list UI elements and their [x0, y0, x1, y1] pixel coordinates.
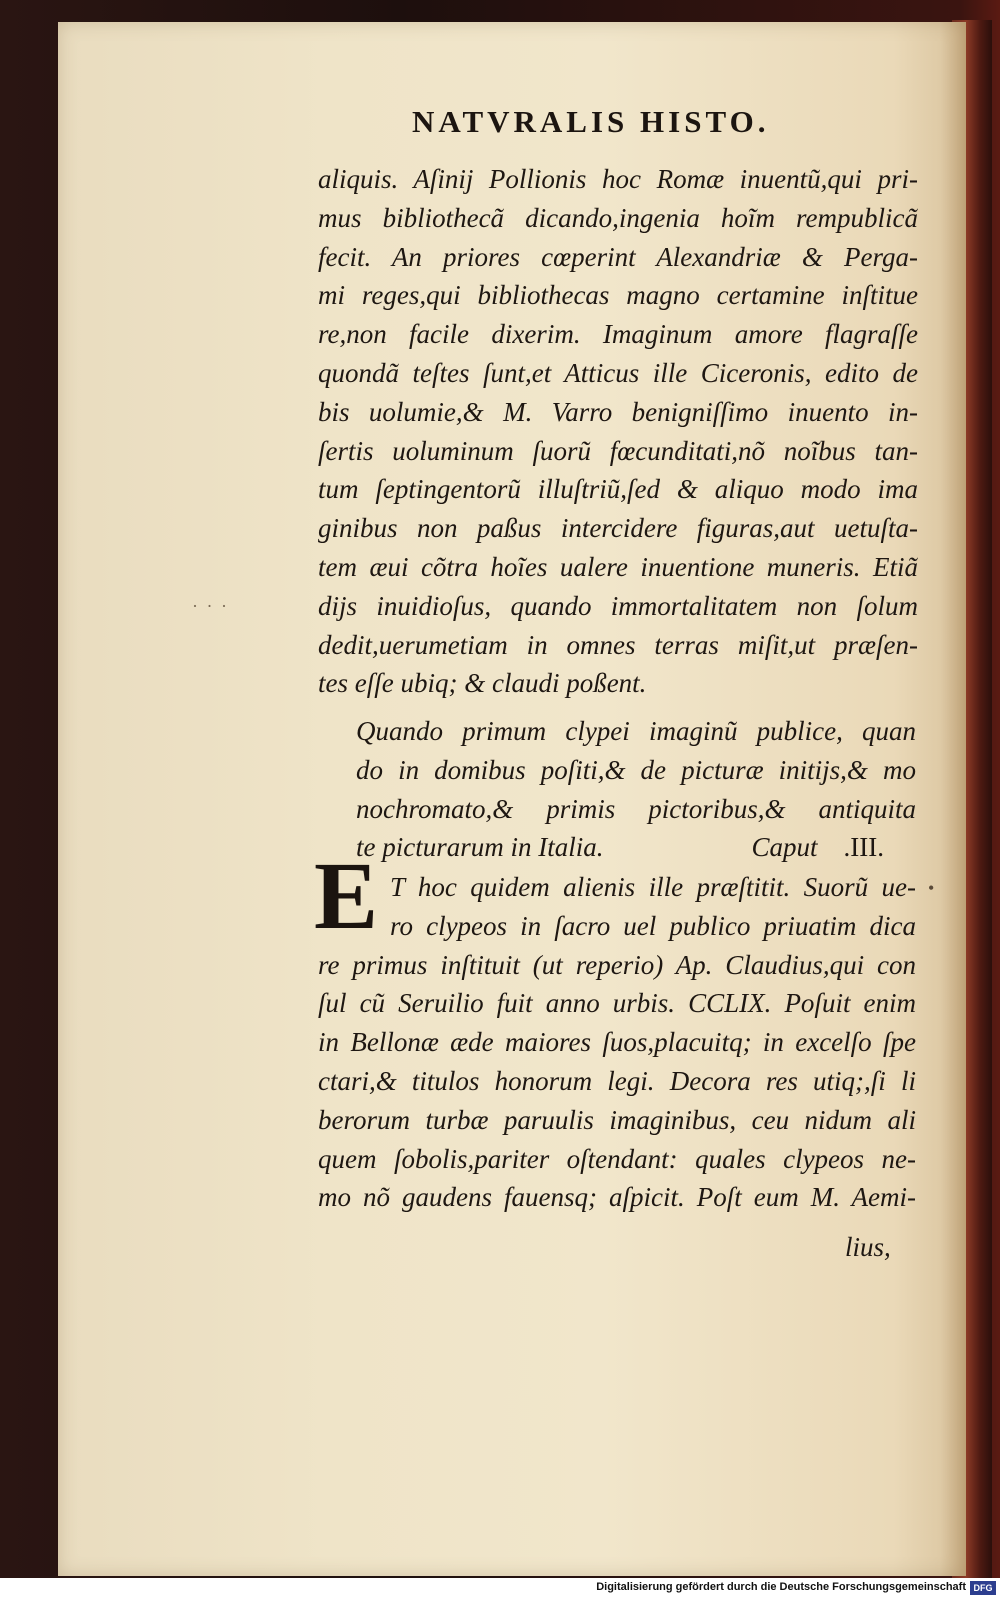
heading-line: nochromato,& primis pictoribus,& antiquita: [356, 793, 916, 824]
catchword: lius,: [845, 1232, 891, 1262]
text-line: mi reges,qui bibliothecas magno certamine inſtitue: [318, 280, 918, 311]
margin-annotation-mark: · · ·: [192, 596, 229, 616]
text-line: ro clypeos in ſacro uel publico priuatim dica: [390, 910, 916, 941]
text-line: dedit,uerumetiam in omnes terras miſit,ut præſen-: [318, 629, 918, 660]
dfg-logo: DFG: [970, 1581, 996, 1595]
text-line: berorum turbæ paruulis imaginibus, ceu nidum ali: [318, 1104, 916, 1135]
text-line: ctari,& titulos honorum legi. Decora res utiq;,ſi li: [318, 1065, 916, 1096]
text-line: ſul cũ Seruilio fuit anno urbis. CCLIX. Poſuit enim: [318, 988, 916, 1019]
running-head: NATVRALIS HISTO.: [412, 104, 770, 139]
text-line: quondã teſtes ſunt,et Atticus ille Ciceronis, edito de: [318, 357, 918, 388]
chapter-number: .III.: [843, 832, 884, 863]
text-line: fecit. An priores cœperint Alexandriæ & Perga-: [318, 241, 918, 272]
text-line: re,non facile dixerim. Imaginum amore flagraſſe: [318, 319, 918, 350]
page-gutter-shadow: [940, 22, 966, 1576]
text-line: in Bellonæ æde maiores ſuos,placuitq; in excelſo ſpe: [318, 1027, 916, 1058]
heading-line: do in domibus poſiti,& de picturæ initijs,& mo: [356, 754, 916, 785]
paragraph-2: [318, 868, 916, 1217]
footer-credit-bar: [0, 1578, 1000, 1600]
heading-line: te picturarum in Italia.: [356, 832, 604, 863]
margin-dot-mark: •: [928, 878, 935, 898]
text-line: tes eſſe ubiq; & claudi poßent.: [318, 668, 647, 699]
heading-line: Quando primum clypei imaginũ publice, quan: [356, 716, 916, 746]
text-line: mus bibliothecã dicando,ingenia hoĩm rempublicã: [318, 202, 918, 233]
paragraph-1: [318, 160, 918, 703]
heading-last-line: [356, 828, 916, 867]
drop-cap-initial: E: [314, 842, 379, 949]
chapter-label-text: Caput: [751, 832, 818, 863]
chapter-label: [752, 828, 917, 867]
text-line: aliquis. Aſinij Pollionis hoc Romæ inuentũ,qui pri-: [318, 164, 918, 194]
text-line: quem ſobolis,pariter oſtendant: quales clypeos ne-: [318, 1143, 916, 1174]
text-line: dijs inuidioſus, quando immortalitatem non ſolum: [318, 590, 918, 621]
text-line: tum ſeptingentorũ illuſtriũ,ſed & aliquo modo ima: [318, 474, 918, 505]
footer-credit-text: Digitalisierung gefördert durch die Deutsche Forschungsgemeinschaft: [596, 1581, 966, 1593]
chapter-heading: [356, 712, 916, 867]
text-line: ſertis uoluminum ſuorũ fœcunditati,nõ noĩbus tan-: [318, 435, 918, 466]
text-line: re primus inſtituit (ut reperio) Ap. Claudius,qui con: [318, 949, 916, 980]
text-line: T hoc quidem alienis ille præſtitit. Suorũ ue-: [390, 872, 916, 902]
text-line: bis uolumie,& M. Varro benigniſſimo inuento in-: [318, 396, 918, 427]
text-line: tem æui cõtra hoĩes ualere inuentione muneris. Etiã: [318, 551, 918, 582]
text-line: mo nõ gaudens fauensq; aſpicit. Poſt eum M. Aemi-: [318, 1182, 916, 1213]
text-line: ginibus non paßus intercidere figuras,aut uetuſta-: [318, 513, 918, 544]
